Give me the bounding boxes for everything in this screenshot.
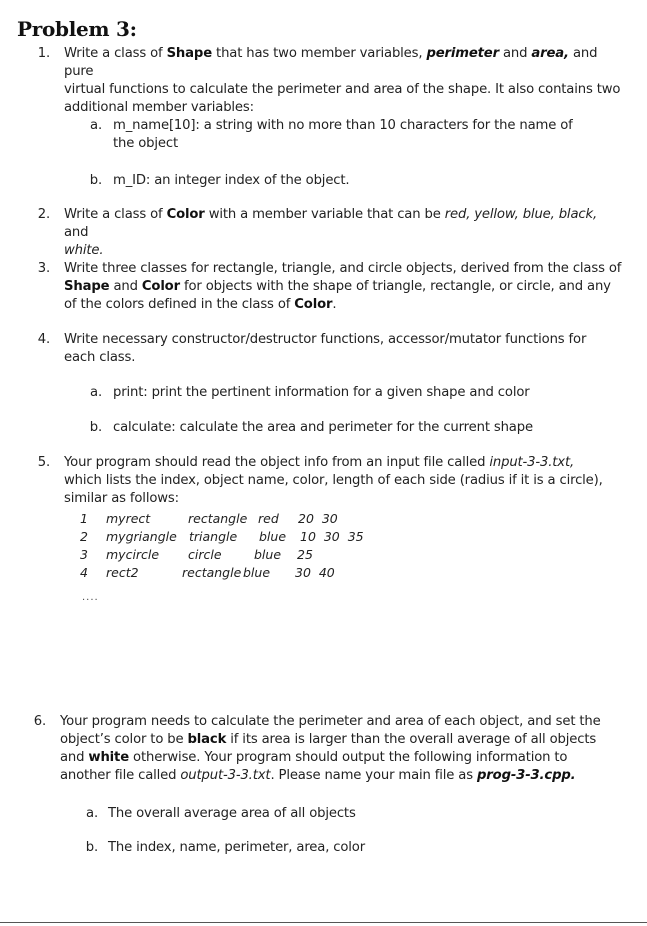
row-shape: triangle	[189, 529, 238, 544]
sub-item-1b-line-1: m_ID: an integer index of the object.	[113, 173, 350, 188]
sub-item-label: a.	[86, 806, 98, 821]
item-1-line-3: additional member variables:	[64, 100, 254, 115]
row-index: 2	[80, 529, 88, 544]
sub-item-1a-line-2: the object	[113, 136, 178, 151]
item-6-line-4: another file called output-3-3.txt. Please name your main file as prog-3-3.cpp.	[60, 768, 576, 783]
sub-item-label: b.	[89, 420, 102, 435]
row-color: red	[258, 511, 279, 526]
sub-item-1a-line-1: m_name[10]: a string with no more than 10 characters for the name of	[113, 118, 573, 133]
item-1-line-2: virtual functions to calculate the perimeter and area of the shape. It also contains two	[64, 82, 621, 97]
item-number: 3.	[37, 261, 50, 276]
sub-item-label: a.	[90, 118, 102, 133]
row-name: mycircle	[106, 547, 160, 562]
row-sides: 25	[297, 547, 313, 562]
row-index: 4	[80, 565, 88, 580]
row-sides: 20 30	[298, 511, 338, 526]
item-1-line-1: Write a class of Shape that has two member variables, perimeter and area, and pure	[64, 46, 598, 79]
row-shape: circle	[188, 547, 222, 562]
row-sides: 10 30 35	[300, 529, 364, 544]
item-2-line-2: white.	[64, 243, 104, 258]
row-shape: rectangle	[182, 565, 242, 580]
item-5-line-1: Your program should read the object info from an input file called input-3-3.txt,	[64, 455, 575, 470]
sub-item-6a-line-1: The overall average area of all objects	[108, 806, 356, 821]
table-ellipsis: ....	[82, 592, 99, 603]
row-name: mygriangle	[106, 529, 177, 544]
sub-item-4b-line-1: calculate: calculate the area and perimeter for the current shape	[113, 420, 533, 435]
item-number: 2.	[37, 207, 50, 222]
sub-item-label: b.	[85, 840, 98, 855]
row-index: 1	[80, 511, 88, 526]
item-3-line-3: of the colors defined in the class of Color.	[64, 297, 337, 312]
sub-item-6b-line-1: The index, name, perimeter, area, color	[108, 840, 365, 855]
item-6-line-2: object’s color to be black if its area is larger than the overall average of all objects	[60, 732, 597, 747]
row-color: blue	[259, 529, 287, 544]
item-number: 6.	[33, 714, 46, 729]
page-title: Problem 3:	[17, 17, 137, 41]
row-sides: 30 40	[295, 565, 335, 580]
item-3-line-2: Shape and Color for objects with the shape of triangle, rectangle, or circle, and any	[64, 279, 611, 294]
sub-item-4a-line-1: print: print the pertinent information for a given shape and color	[113, 385, 530, 400]
item-2-line-1: Write a class of Color with a member variable that can be red, yellow, blue, black, and	[64, 207, 597, 240]
row-name: myrect	[106, 511, 151, 526]
sub-item-label: b.	[89, 173, 102, 188]
item-number: 4.	[37, 332, 50, 347]
row-color: blue	[243, 565, 271, 580]
row-index: 3	[80, 547, 88, 562]
item-4-line-1: Write necessary constructor/destructor functions, accessor/mutator functions for	[64, 332, 587, 347]
item-3-line-1: Write three classes for rectangle, triangle, and circle objects, derived from the class of	[64, 261, 622, 276]
item-5-line-3: similar as follows:	[64, 491, 179, 506]
row-shape: rectangle	[188, 511, 248, 526]
row-color: blue	[254, 547, 282, 562]
item-4-line-2: each class.	[64, 350, 136, 365]
item-5-line-2: which lists the index, object name, color, length of each side (radius if it is a circle),	[64, 473, 603, 488]
row-name: rect2	[106, 565, 139, 580]
item-6-line-3: and white otherwise. Your program should output the following information to	[60, 750, 568, 765]
item-6-line-1: Your program needs to calculate the perimeter and area of each object, and set the	[60, 714, 601, 729]
item-number: 5.	[37, 455, 50, 470]
sub-item-label: a.	[90, 385, 102, 400]
page-bottom-rule	[0, 922, 647, 923]
item-number: 1.	[37, 46, 50, 61]
